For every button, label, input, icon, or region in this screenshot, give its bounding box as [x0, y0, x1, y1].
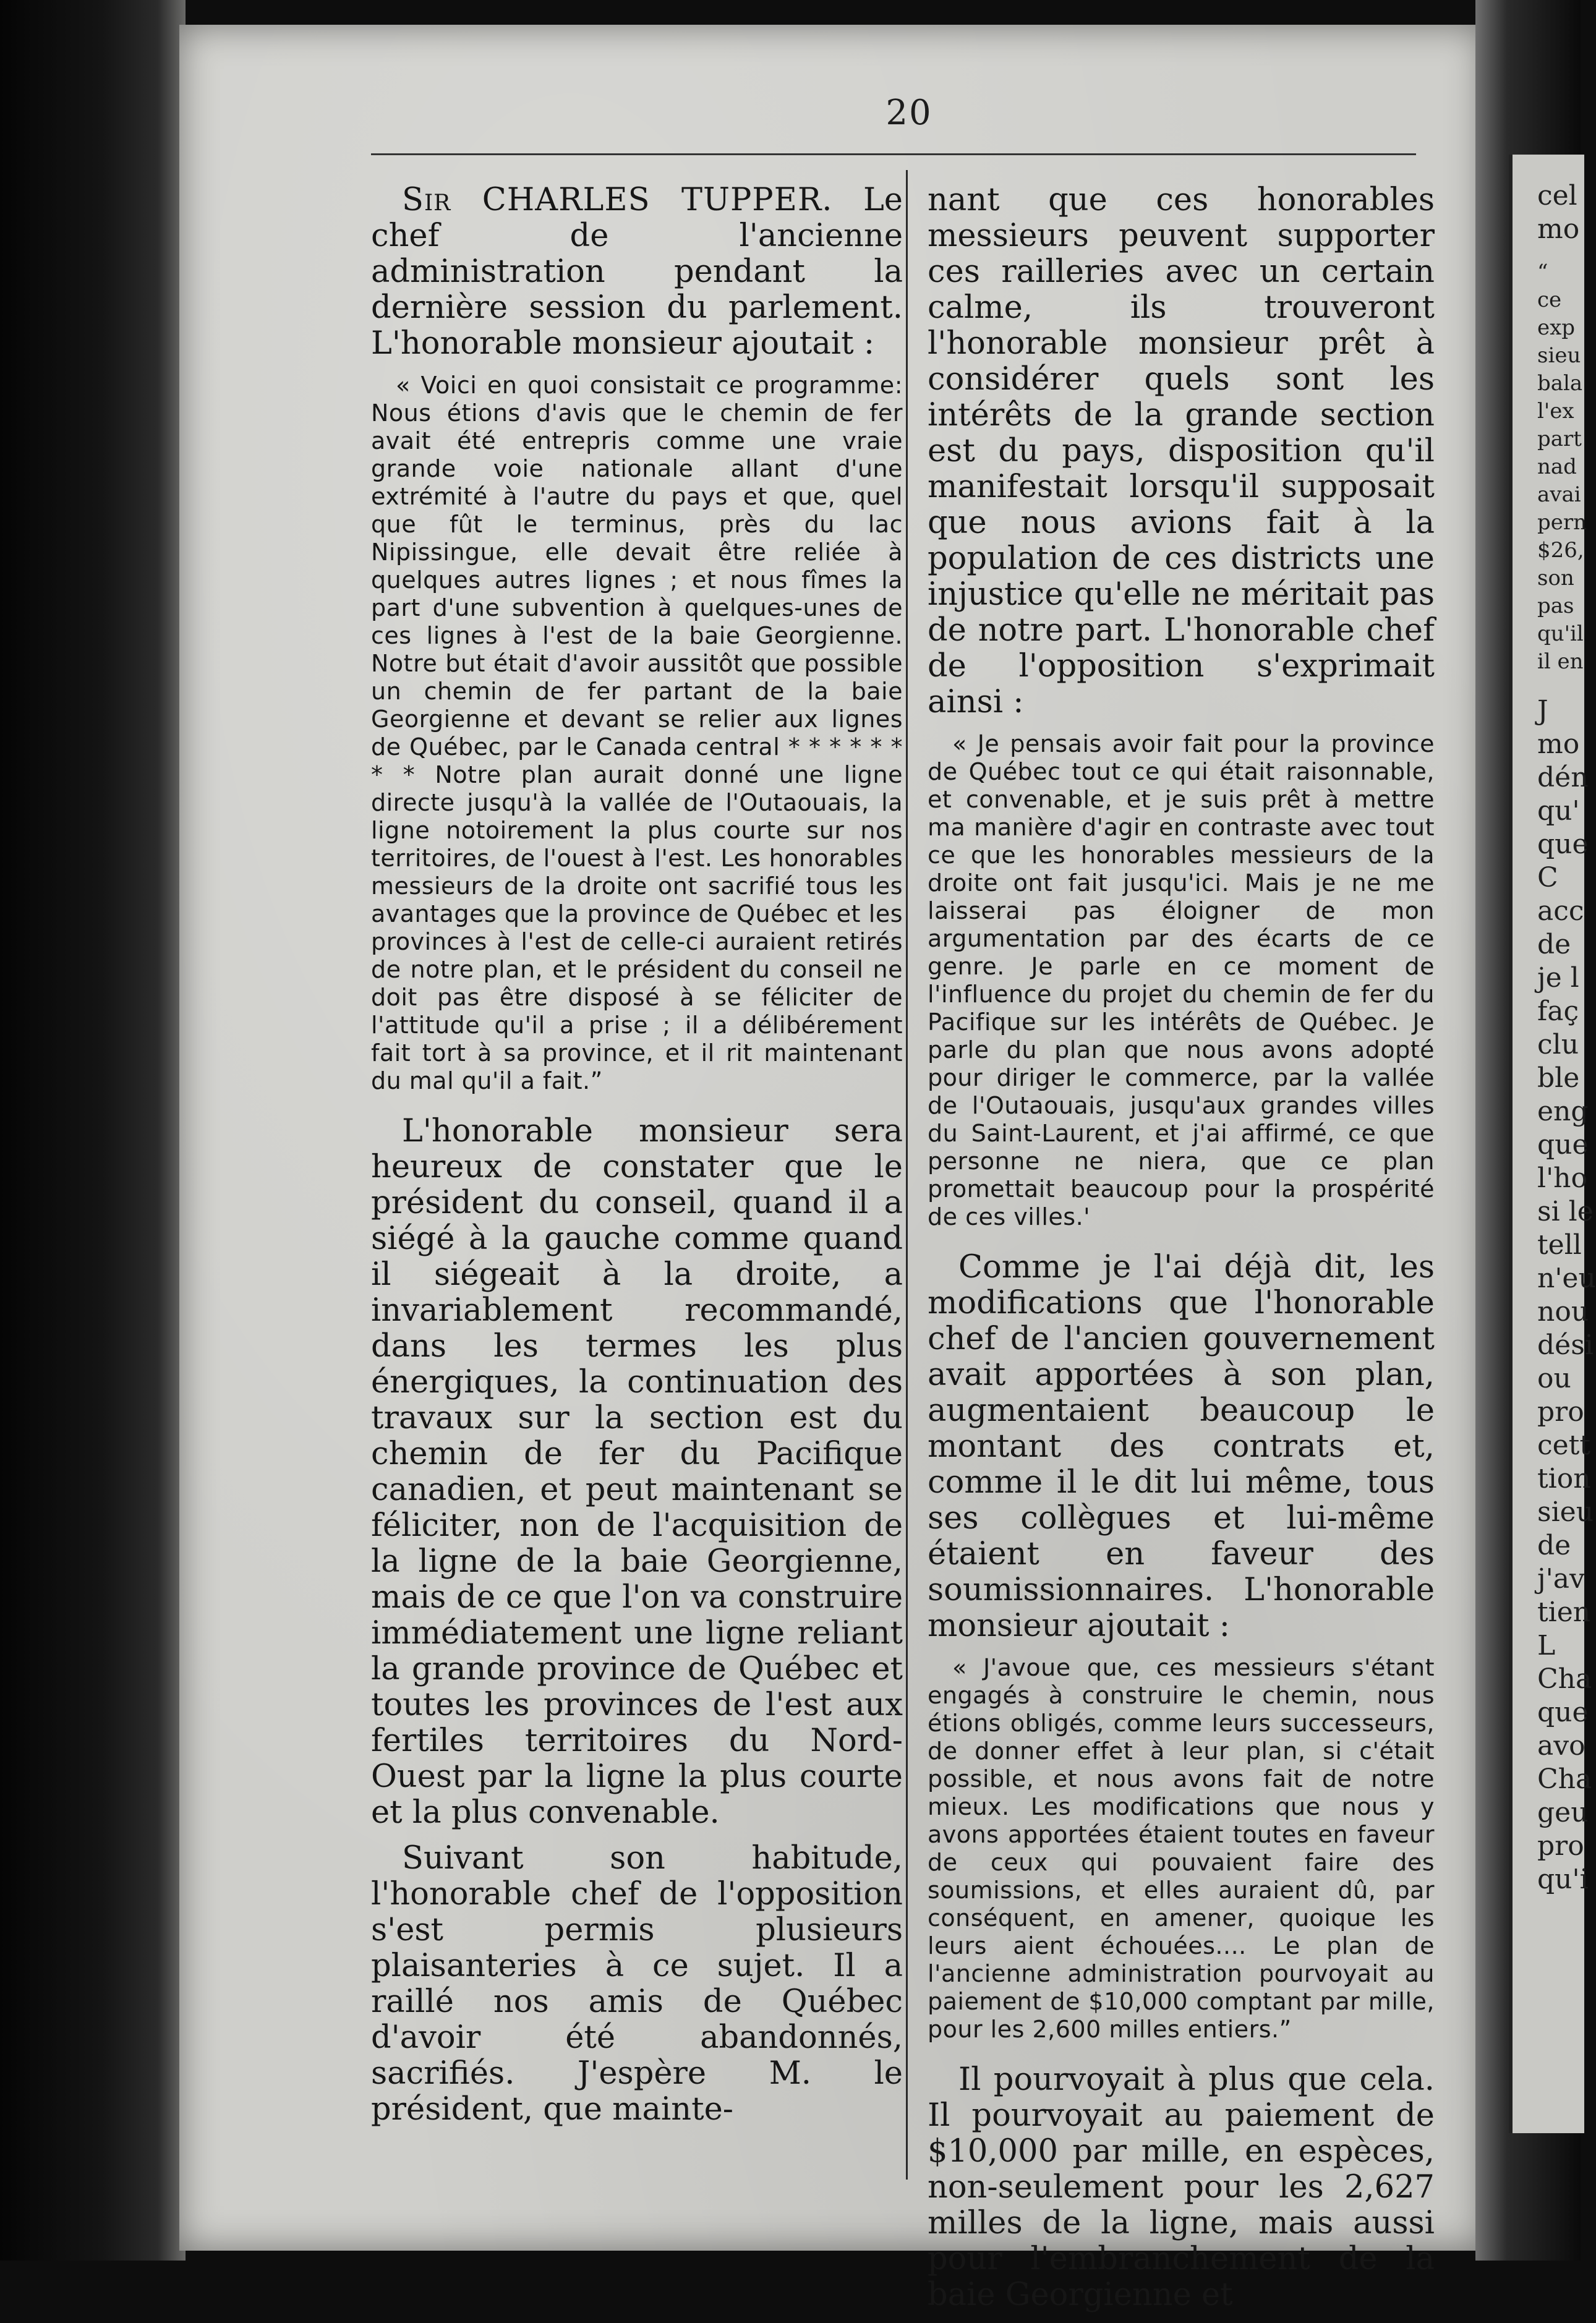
fragment-line: avai [1537, 482, 1581, 507]
fragment-line: clu [1537, 1029, 1579, 1060]
left-column [371, 182, 903, 2138]
fragment-line: faç [1537, 995, 1579, 1027]
fragment-line: nou [1537, 1296, 1589, 1328]
fragment-line: C [1537, 862, 1558, 893]
body-paragraph: Il pourvoyait à plus que cela. Il pourvoyait au paiement de $10,000 par mille, en espèces, non-seulement pour les 2,627 milles de la ligne, mais aussi pour l'embranchement de la baie Georgienne et [928, 2061, 1435, 2313]
fragment-line: dési [1537, 1329, 1594, 1361]
fragment-line: tell [1537, 1229, 1582, 1261]
fragment-line: $26, [1537, 538, 1584, 563]
fragment-line: avo [1537, 1730, 1585, 1762]
fragment-line: si le [1537, 1196, 1594, 1227]
column-divider [906, 170, 908, 2180]
fragment-lines-top [1513, 179, 1584, 246]
fragment-line: l'ho [1537, 1162, 1587, 1194]
body-paragraph: nant que ces honorables messieurs peuvent supporter ces railleries avec un certain calme, ils trouveront l'honorable monsieur prêt à considérer quels sont les intérêts de la grande section est du pays, disposition qu'il manifestait lorsqu'il supposait que nous avions fait à la population de ces districts une injustice qu'elle ne méritait pas de notre part. L'honorable chef de l'opposition s'exprimait ainsi : [928, 182, 1435, 720]
fragment-line: mo [1537, 213, 1580, 245]
fragment-line: il en [1537, 649, 1584, 674]
page-number: 20 [885, 93, 932, 133]
fragment-line: nad [1537, 454, 1577, 479]
fragment-line: pro [1537, 1830, 1584, 1862]
fragment-line: tien [1537, 1596, 1591, 1628]
fragment-line: n'eu [1537, 1263, 1596, 1294]
header-rule [371, 153, 1416, 155]
scan-margin-left [0, 0, 186, 2261]
fragment-line: mo [1537, 728, 1580, 760]
fragment-line: part [1537, 427, 1582, 451]
fragment-line: Cha [1537, 1763, 1592, 1795]
fragment-line: ou [1537, 1363, 1571, 1394]
adjacent-page-fragment [1509, 155, 1596, 2133]
fragment-line: sieu [1537, 1496, 1594, 1528]
fragment-line: l'ex [1537, 399, 1574, 424]
fragment-line: j'av [1537, 1563, 1585, 1595]
fragment-line: son [1537, 566, 1574, 590]
fragment-line: “ [1537, 260, 1548, 284]
fragment-line: pas [1537, 594, 1574, 618]
fragment-line: je l [1537, 962, 1579, 994]
fragment-line: eng [1537, 1096, 1589, 1127]
fragment-lines-body [1513, 694, 1596, 1896]
body-paragraph: Comme je l'ai déjà dit, les modifications que l'honorable chef de l'ancien gouvernement avait apportées à son plan, augmentaient beaucoup le montant des contrats et, comme il le dit lui même, tous ses collègues et lui-même étaient en faveur des soumissionnaires. L'honorable monsieur ajoutait : [928, 1249, 1435, 1644]
fragment-line: ble [1537, 1062, 1580, 1094]
fragment-line: que [1537, 829, 1589, 860]
fragment-line: ce [1537, 288, 1562, 312]
fragment-line: pro [1537, 1396, 1584, 1428]
middle-column [928, 182, 1435, 2323]
fragment-line: bala [1537, 371, 1583, 396]
quote-block: « J'avoue que, ces messieurs s'étant engagés à construire le chemin, nous étions obligés, comme leurs successeurs, de donner effet à leur plan, si c'était possible, et nous avons fait de notre mieux. Les modifications que nous y avons apportées étaient toutes en faveur de ceux qui pouvaient faire des soumissions, et elles auraient dû, par conséquent, en amener, quoique les leurs aient échouées.... Le plan de l'ancienne administration pourvoyait au paiement de $10,000 comptant par mille, pour les 2,600 milles entiers.” [928, 1654, 1435, 2043]
fragment-line: tion [1537, 1463, 1591, 1494]
fragment-line: de [1537, 1530, 1571, 1561]
fragment-line: qu'i [1537, 1864, 1589, 1895]
fragment-line: J [1537, 695, 1548, 727]
body-paragraph: Suivant son habitude, l'honorable chef de l'opposition s'est permis plusieurs plaisanteries à ce sujet. Il a raillé nos amis de Québec d'avoir été abandonnés, sacrifiés. J'espère M. le président, que mainte- [371, 1840, 903, 2128]
fragment-line: pern [1537, 510, 1587, 535]
fragment-line: L [1537, 1630, 1556, 1661]
fragment-lines-quote [1513, 258, 1587, 676]
fragment-line: geu [1537, 1797, 1589, 1828]
fragment-line: qu'il [1537, 621, 1584, 646]
fragment-line: dén [1537, 762, 1589, 793]
fragment-line: sieu [1537, 343, 1581, 368]
body-paragraph: L'honorable monsieur sera heureux de constater que le président du conseil, quand il a siégé à la gauche comme quand il siégeait à la droite, a invariablement recommandé, dans les termes les plus énergiques, la continuation des travaux sur la section est du chemin de fer du Pacifique canadien, et peut maintenant se féliciter, non de l'acquisition de la ligne de la baie Georgienne, mais de ce que l'on va construire immédiatement une ligne reliant la grande province de Québec et toutes les provinces de l'est aux fertiles territoires du Nord-Ouest par la ligne la plus courte et la plus convenable. [371, 1113, 903, 1831]
fragment-line: cett [1537, 1430, 1591, 1461]
fragment-line: acc [1537, 895, 1584, 927]
fragment-line: que [1537, 1697, 1589, 1728]
fragment-line: cel [1537, 180, 1577, 211]
fragment-line: que [1537, 1129, 1589, 1161]
speaker-name: Sir CHARLES TUPPER. [402, 182, 833, 218]
intro-text: Le chef de l'ancienne administration pendant la dernière session du parlement. L'honorable monsieur ajoutait : [371, 182, 903, 362]
fragment-line: exp [1537, 315, 1576, 340]
fragment-line: de [1537, 929, 1571, 960]
fragment-line: qu' [1537, 795, 1580, 827]
quote-block: « Voici en quoi consistait ce programme: Nous étions d'avis que le chemin de fer avait été entrepris comme une vraie grande voie nationale allant d'une extrémité à l'autre du pays et que, quel que fût le terminus, près du lac Nipissingue, elle devait être reliée à quelques autres lignes ; et nous fîmes la part d'une subvention à quelques-unes de ces lignes à l'est de la baie Georgienne. Notre but était d'avoir aussitôt que possible un chemin de fer partant de la baie Georgienne et devant se relier aux lignes de Québec, par le Canada central * * * * * * * * Notre plan aurait donné une ligne directe jusqu'à la vallée de l'Outaouais, la ligne notoirement la plus courte sur nos territoires, de l'ouest à l'est. Les honorables messieurs de la droite ont sacrifié tous les avantages que la province de Québec et les provinces à l'est de celle-ci auraient retirés de notre plan, et le président du conseil ne doit pas être disposé à se féliciter de l'attitude qu'il a prise ; il a délibérement fait tort à sa province, et il rit maintenant du mal qu'il a fait.” [371, 372, 903, 1094]
quote-block: « Je pensais avoir fait pour la province de Québec tout ce qui était raisonnable, et convenable, et je suis prêt à mettre ma manière d'agir en contraste avec tout ce que les honorables messieurs de la droite ont fait jusqu'ici. Mais je ne me laisserai pas éloigner de mon argumentation par des écarts de ce genre. Je parle en ce moment de l'influence du projet du chemin de fer du Pacifique sur les intérêts de Québec. Je parle du plan que nous avons adopté pour diriger le commerce, par la vallée de l'Outaouais, jusqu'aux grandes villes du Saint-Laurent, et j'ai affirmé, ce que personne ne niera, que ce plan promettait beaucoup pour la prospérité de ces villes.' [928, 730, 1435, 1230]
intro-paragraph [371, 182, 903, 362]
fragment-line: Cha [1537, 1663, 1592, 1695]
